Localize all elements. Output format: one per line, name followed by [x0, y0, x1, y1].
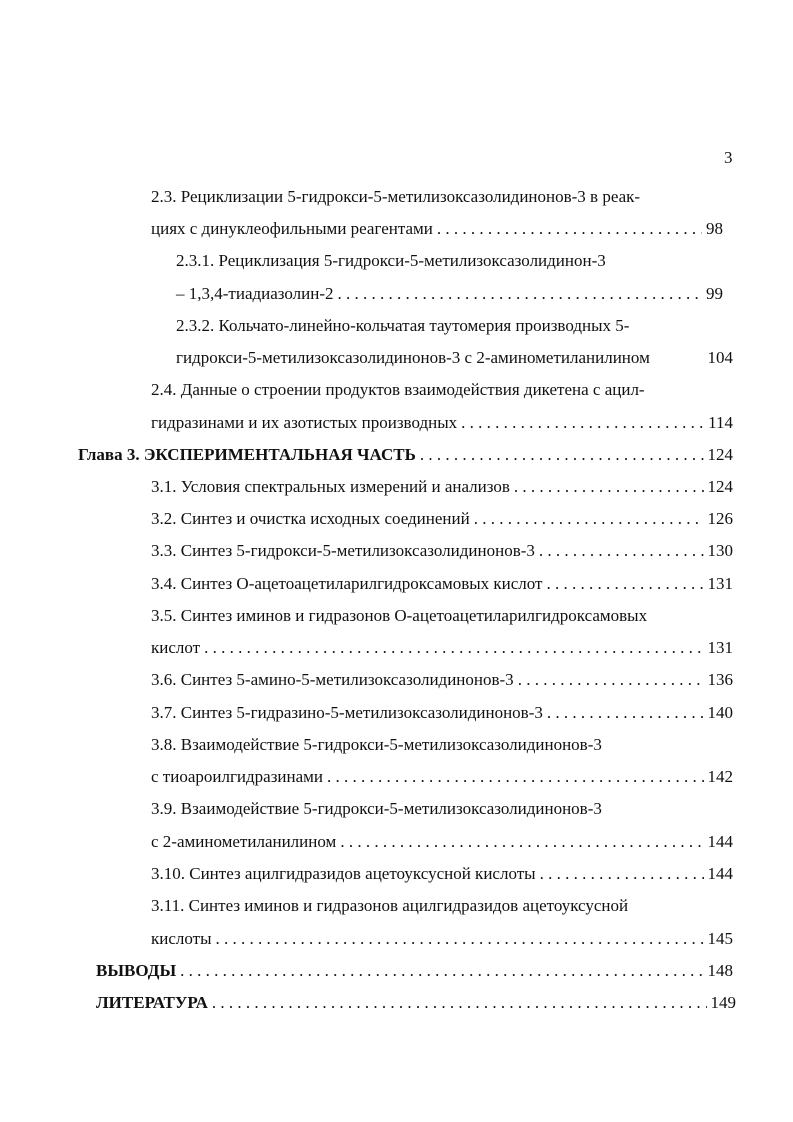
toc-line: 2.3.1. Рециклизация 5-гидрокси-5-метилизоксазолидинон-3 [176, 251, 606, 270]
toc-leader-dots [216, 928, 704, 950]
toc-entry [151, 928, 733, 950]
toc-entry-title: с тиоароилгидразинами [151, 767, 324, 786]
toc-chapter-title: ВЫВОДЫ [96, 961, 177, 980]
toc-entry [151, 831, 733, 853]
toc-entry [151, 476, 733, 498]
toc-entry-title: гидразинами и их азотистых производных [151, 413, 458, 432]
toc-chapter-entry [96, 992, 736, 1014]
toc-entry [151, 540, 733, 562]
page-number: 3 [724, 148, 733, 167]
toc-entry [151, 702, 733, 724]
toc-leader-dots [204, 637, 703, 659]
toc-entry-title: 3.10. Синтез ацилгидразидов ацетоуксусной кислоты [151, 864, 536, 883]
toc-entry-title: 3.6. Синтез 5-амино-5-метилизоксазолидинонов-3 [151, 670, 514, 689]
toc-entry [151, 412, 733, 434]
toc-entry-title: циях с динуклеофильными реагентами [151, 219, 433, 238]
toc-entry-title: 3.7. Синтез 5-гидразино-5-метилизоксазолидинонов-3 [151, 703, 543, 722]
toc-chapter-title: Глава 3. ЭКСПЕРИМЕНТАЛЬНАЯ ЧАСТЬ [78, 445, 416, 464]
toc-leader-dots [180, 960, 703, 982]
toc-leader-dots [547, 573, 704, 595]
toc-entry-title: – 1,3,4-тиадиазолин-2 [176, 284, 334, 303]
toc-entry-page: 124 [707, 445, 733, 464]
toc-entry-page: 104 [707, 348, 733, 367]
toc-entry-title: 3.3. Синтез 5-гидрокси-5-метилизоксазолидинонов-3 [151, 541, 535, 560]
toc-entry-title: кислоты [151, 929, 212, 948]
toc-line: 2.4. Данные о строении продуктов взаимодействия дикетена с ацил- [151, 380, 645, 399]
toc-entry [151, 218, 723, 240]
toc-entry-page: 131 [707, 638, 733, 657]
toc-entry-title: гидрокси-5-метилизоксазолидинонов-3 с 2-аминометиланилином [176, 348, 650, 367]
toc-line: 3.8. Взаимодействие 5-гидрокси-5-метилизоксазолидинонов-3 [151, 735, 602, 754]
toc-leader-dots [518, 669, 704, 691]
toc-chapter-title: ЛИТЕРАТУРА [96, 993, 208, 1012]
toc-entry [176, 347, 733, 369]
toc-entry [151, 766, 733, 788]
toc-leader-dots [212, 992, 707, 1014]
toc-entry-page: 145 [707, 929, 733, 948]
toc-leader-dots [539, 540, 704, 562]
toc-leader-dots [340, 831, 703, 853]
toc-entry-title: кислот [151, 638, 201, 657]
toc-entry-page: 140 [707, 703, 733, 722]
toc-entry [151, 508, 733, 530]
toc-leader-dots [338, 283, 702, 305]
toc-entry [151, 669, 733, 691]
toc-leader-dots [514, 476, 704, 498]
toc-entry-page: 126 [707, 509, 733, 528]
toc-leader-dots [540, 863, 704, 885]
toc-entry-page: 130 [707, 541, 733, 560]
toc-line: 2.3. Рециклизации 5-гидрокси-5-метилизоксазолидинонов-3 в реак- [151, 187, 641, 206]
toc-entry-page: 144 [707, 832, 733, 851]
toc-leader-dots [420, 444, 704, 466]
toc-line: 3.9. Взаимодействие 5-гидрокси-5-метилизоксазолидинонов-3 [151, 799, 602, 818]
toc-entry [151, 573, 733, 595]
toc-entry [151, 863, 733, 885]
toc-entry [176, 283, 723, 305]
toc-leader-dots [327, 766, 703, 788]
toc-entry-page: 99 [706, 284, 723, 303]
toc-entry-page: 149 [710, 993, 736, 1012]
toc-entry-page: 98 [706, 219, 723, 238]
toc-entry [151, 637, 733, 659]
toc-leader-dots [437, 218, 702, 240]
toc-entry-title: 3.1. Условия спектральных измерений и анализов [151, 477, 510, 496]
toc-entry-page: 131 [707, 574, 733, 593]
toc-entry-title: с 2-аминометиланилином [151, 832, 337, 851]
toc-chapter-entry [96, 960, 733, 982]
toc-leader-dots [461, 412, 704, 434]
toc-entry-page: 114 [708, 413, 733, 432]
toc-leader-dots [547, 702, 704, 724]
toc-entry-page: 124 [707, 477, 733, 496]
toc-line: 3.11. Синтез иминов и гидразонов ацилгидразидов ацетоуксусной [151, 896, 629, 915]
toc-entry-title: 3.2. Синтез и очистка исходных соединений [151, 509, 470, 528]
toc-entry-page: 144 [707, 864, 733, 883]
toc-line: 3.5. Синтез иминов и гидразонов О-ацетоацетиларилгидроксамовых [151, 606, 648, 625]
toc-entry-page: 148 [707, 961, 733, 980]
toc-entry-page: 136 [707, 670, 733, 689]
toc-chapter-entry [78, 444, 733, 466]
toc-entry-page: 142 [707, 767, 733, 786]
toc-entry-title: 3.4. Синтез О-ацетоацетиларилгидроксамовых кислот [151, 574, 543, 593]
toc-line: 2.3.2. Кольчато-линейно-кольчатая таутомерия производных 5- [176, 316, 630, 335]
toc-leader-dots [474, 508, 704, 530]
